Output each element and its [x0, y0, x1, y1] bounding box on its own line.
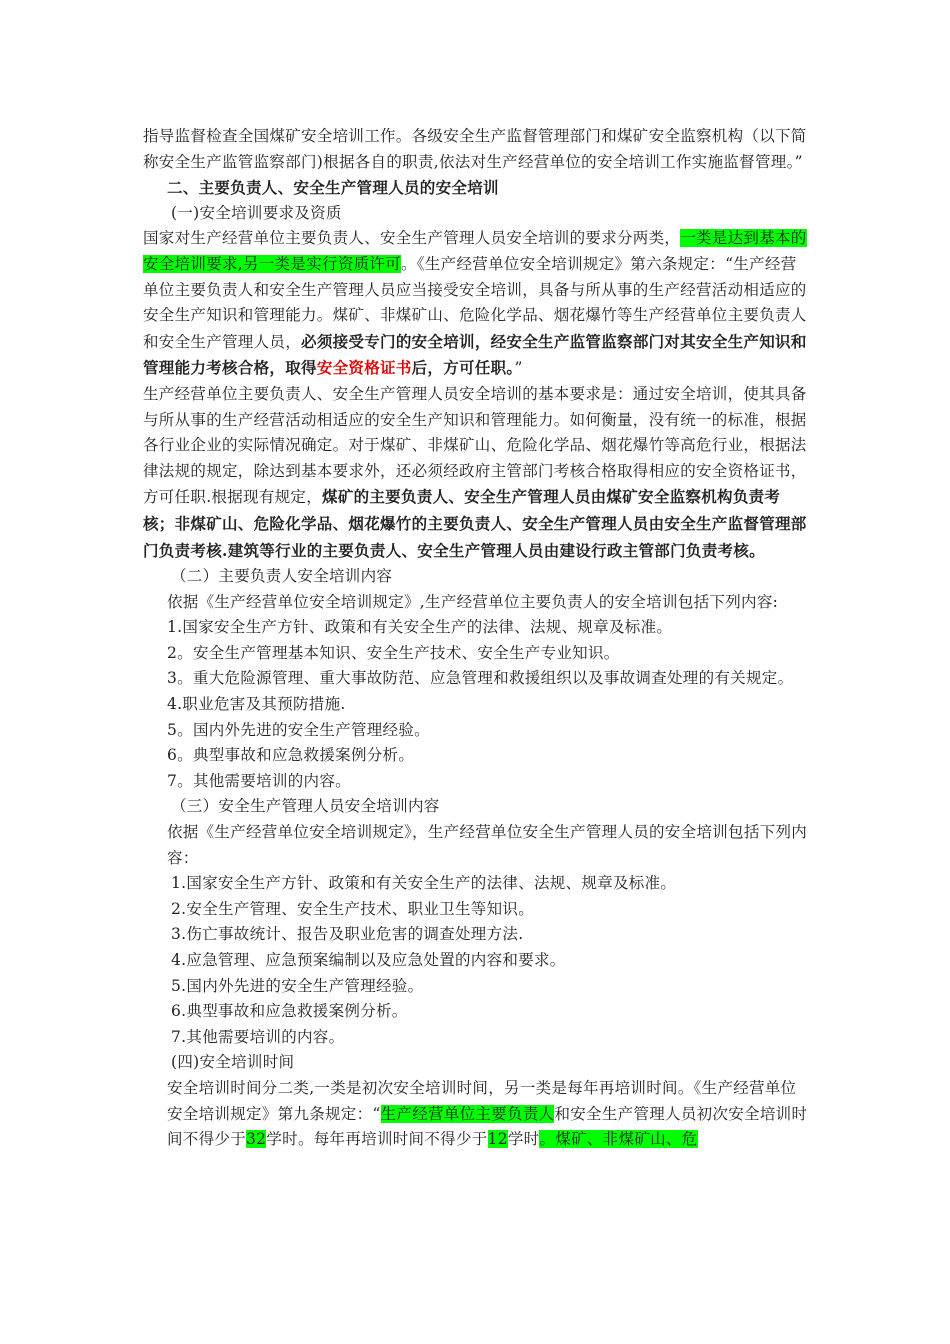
red-bold-text: 安全资格证书: [316, 358, 412, 378]
list-item: 3。重大危险源管理、重大事故防范、应急管理和救援组织以及事故调查处理的有关规定。: [167, 669, 794, 688]
list-item: 7.其他需要培训的内容。: [171, 1027, 345, 1046]
paragraph-intro: 指导监督检查全国煤矿安全培训工作。各级安全生产监督管理部门和煤矿安全监察机构（以下简称安全生产监管监察部门)根据各自的职责,依法对生产经营单位的安全培训工作实施监督管理。”: [143, 127, 807, 171]
list-item: 2。安全生产管理基本知识、安全生产技术、安全生产专业知识。: [167, 643, 620, 662]
section-heading-2: 二、主要负责人、安全生产管理人员的安全培训: [167, 178, 499, 198]
list-item: 5。国内外先进的安全生产管理经验。: [167, 720, 430, 739]
bold-text: 后，方可任职。: [411, 358, 515, 378]
list-item: 5.国内外先进的安全生产管理经验。: [171, 976, 424, 995]
list-principal-content: [143, 615, 811, 794]
text: 。《生产经营单位安全培训规定》第六条规定：“生产经营单位主要负责人和安全生产管理人员应当接受安全培训，具备与所从事的生产经营活动相适应的安全生产知识和管理能力。煤矿、非煤矿山、危险化学品、烟花爆竹等生产经营单位主要负责人和安全生产管理人员，: [143, 254, 807, 351]
list-item: 6.典型事故和应急救援案例分析。: [171, 1002, 408, 1021]
list-item: 1.国家安全生产方针、政策和有关安全生产的法律、法规、规章及标准。: [171, 874, 677, 893]
paragraph-requirements: [143, 226, 811, 382]
list-item: 3.伤亡事故统计、报告及职业危害的调查处理方法.: [171, 925, 524, 944]
list-item: 6。典型事故和应急救援案例分析。: [167, 746, 415, 765]
highlighted-number: 12: [487, 1130, 508, 1149]
highlighted-number: 32: [246, 1130, 267, 1149]
list-manager-content: [143, 871, 811, 1050]
text: 和安全生产管理人员初次安全培训时间不得少于: [167, 1104, 808, 1149]
text: 学时: [507, 1130, 540, 1149]
paragraph-basis-2: 依据《生产经营单位安全培训规定》，生产经营单位安全生产管理人员的安全培训包括下列内容：: [167, 823, 808, 867]
list-item: 2.安全生产管理、安全生产技术、职业卫生等知识。: [171, 899, 534, 918]
list-item: 7。其他需要培训的内容。: [167, 771, 351, 790]
paragraph-basic-requirements: [143, 382, 811, 564]
highlighted-text: 。煤矿、非煤矿山、危: [539, 1130, 698, 1149]
document-page: [143, 124, 811, 1153]
text: 生产经营单位主要负责人、安全生产管理人员安全培训的基本要求是：通过安全培训，使其具备与所从事的生产经营活动相适应的安全生产知识和管理能力。如何衡量，没有统一的标准，根据各行业企业的实际情况确定。对于煤矿、非煤矿山、危险化学品、烟花爆竹等高危行业，根据法律法规的规定，除达到基本要求外，还必须经政府主管部门考核合格取得相应的安全资格证书，方可任职.根据现有规定，: [143, 384, 807, 507]
subsection-1: (一)安全培训要求及资质: [171, 203, 342, 222]
list-item: 1.国家安全生产方针、政策和有关安全生产的法律、法规、规章及标准。: [167, 618, 673, 637]
list-item: 4.职业危害及其预防措施.: [167, 695, 346, 714]
highlighted-text: 一类是达到基本的安全培训要求,另一类是实行资质许可: [143, 229, 807, 273]
paragraph-basis-1: 依据《生产经营单位安全培训规定》,生产经营单位主要负责人的安全培训包括下列内容:: [167, 592, 779, 611]
text: 国家对生产经营单位主要负责人、安全生产管理人员安全培训的要求分两类，: [143, 229, 681, 248]
subsection-4: (四)安全培训时间: [171, 1053, 295, 1072]
bold-text: 煤矿的主要负责人、安全生产管理人员由煤矿安全监察机构负责考核；非煤矿山、危险化学品、烟花爆竹的主要负责人、安全生产管理人员由安全生产监督管理部门负责考核.建筑等行业的主要负责人、安全生产管理人员由建设行政主管部门负责考核。: [143, 487, 807, 560]
text: 学时。每年再培训时间不得少于: [266, 1130, 488, 1149]
list-item: 4.应急管理、应急预案编制以及应急处置的内容和要求。: [171, 951, 566, 969]
paragraph-training-time: [143, 1076, 811, 1153]
text: 安全培训时间分二类,一类是初次安全培训时间，另一类是每年再培训时间。《生产经营单位安全培训规定》第九条规定：“: [167, 1078, 797, 1123]
highlighted-text: 生产经营单位主要负责人: [380, 1104, 555, 1123]
text: ”: [514, 359, 523, 378]
subsection-3: （三）安全生产管理人员安全培训内容: [171, 797, 440, 816]
bold-text: 必须接受专门的安全培训，经安全生产监管监察部门对其安全生产知识和管理能力考核合格，取得: [143, 331, 807, 378]
subsection-2: （二）主要负责人安全培训内容: [171, 567, 393, 586]
